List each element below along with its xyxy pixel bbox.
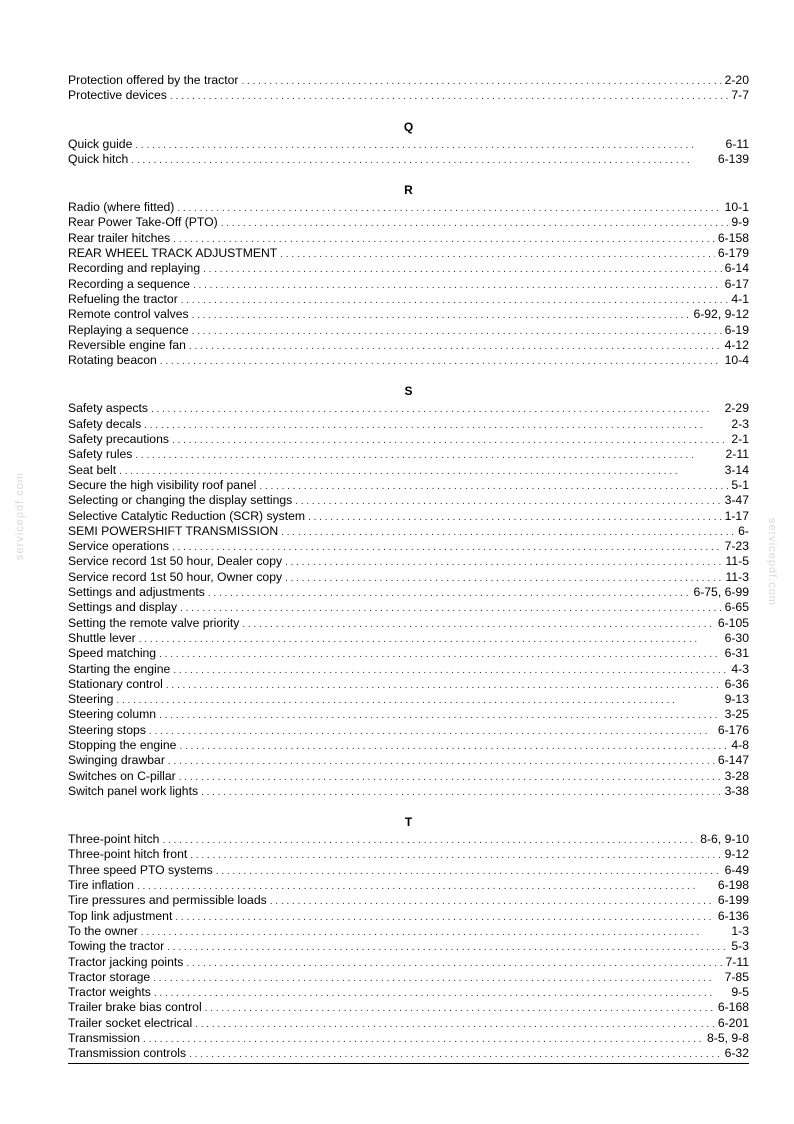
index-list xyxy=(68,73,749,1062)
dot-leader xyxy=(162,833,697,847)
index-entry xyxy=(68,924,749,939)
index-entry xyxy=(68,970,749,985)
entry-label: Remote control valves xyxy=(68,307,189,322)
dot-leader xyxy=(189,339,722,353)
entry-label: SEMI POWERSHIFT TRANSMISSION xyxy=(68,523,279,538)
dot-leader xyxy=(167,940,728,954)
watermark-left: servicepdf.com xyxy=(14,472,26,560)
entry-page-number: 2-3 xyxy=(731,416,749,431)
entry-page-number: 6-14 xyxy=(724,261,749,276)
index-entry xyxy=(68,292,749,307)
dot-leader xyxy=(270,894,715,908)
entry-label: Reversible engine fan xyxy=(68,337,186,352)
entry-label: Safety rules xyxy=(68,447,133,462)
index-entry xyxy=(68,1016,749,1031)
entry-label: Tractor weights xyxy=(68,985,151,1000)
entry-label: Tractor jacking points xyxy=(68,954,184,969)
dot-leader xyxy=(119,464,721,478)
entry-label: Tire inflation xyxy=(68,878,134,893)
dot-leader xyxy=(181,293,729,307)
entry-label: Rotating beacon xyxy=(68,353,157,368)
section-letter-heading: T xyxy=(404,815,413,830)
section-letter-heading: S xyxy=(404,384,413,399)
dot-leader xyxy=(139,632,722,646)
footer-divider xyxy=(68,1063,749,1064)
index-entry xyxy=(68,784,749,799)
index-entry xyxy=(68,585,749,600)
entry-page-number: 6-75, 6-99 xyxy=(693,585,749,600)
index-entry xyxy=(68,1000,749,1015)
entry-page-number: 6-199 xyxy=(717,893,749,908)
index-entry xyxy=(68,707,749,722)
index-entry xyxy=(68,432,749,447)
entry-page-number: 9-13 xyxy=(724,692,749,707)
entry-page-number: 7-23 xyxy=(724,539,749,554)
entry-page-number: 3-38 xyxy=(724,783,749,798)
dot-leader xyxy=(203,262,721,276)
section-letter-heading: Q xyxy=(403,119,414,134)
dot-leader xyxy=(189,1047,722,1061)
index-entry xyxy=(68,1031,749,1046)
entry-page-number: 6-19 xyxy=(724,322,749,337)
entry-page-number: 9-5 xyxy=(731,985,749,1000)
dot-leader xyxy=(159,708,722,722)
entry-page-number: 2-29 xyxy=(724,401,749,416)
entry-page-number: 1-3 xyxy=(731,923,749,938)
dot-leader xyxy=(216,864,722,878)
entry-label: Three-point hitch front xyxy=(68,847,188,862)
entry-label: Protective devices xyxy=(68,88,167,103)
entry-label: Secure the high visibility roof panel xyxy=(68,477,257,492)
entry-label: Transmission controls xyxy=(68,1046,187,1061)
entry-label: Towing the tractor xyxy=(68,939,165,954)
index-entry xyxy=(68,261,749,276)
entry-page-number: 6-198 xyxy=(717,878,749,893)
entry-page-number: 6-158 xyxy=(717,230,749,245)
entry-page-number: 6-31 xyxy=(724,646,749,661)
index-entry xyxy=(68,723,749,738)
dot-leader xyxy=(221,216,729,230)
entry-label: Settings and display xyxy=(68,600,178,615)
entry-page-number: 5-1 xyxy=(731,477,749,492)
dot-leader xyxy=(179,739,728,753)
index-entry xyxy=(68,215,749,230)
dot-leader xyxy=(137,879,715,893)
index-entry xyxy=(68,246,749,261)
entry-page-number: 6-105 xyxy=(717,615,749,630)
index-entry xyxy=(68,677,749,692)
dot-leader xyxy=(170,89,728,103)
watermark-right: servicepdf.com xyxy=(766,518,778,606)
index-entry xyxy=(68,939,749,954)
index-entry xyxy=(68,832,749,847)
entry-label: Seat belt xyxy=(68,462,117,477)
dot-leader xyxy=(131,153,715,167)
index-entry xyxy=(68,73,749,88)
index-entry xyxy=(68,307,749,322)
index-entry xyxy=(68,323,749,338)
dot-leader xyxy=(179,770,722,784)
entry-page-number: 4-3 xyxy=(731,661,749,676)
dot-leader xyxy=(153,971,721,985)
index-entry xyxy=(68,955,749,970)
entry-label: Safety decals xyxy=(68,416,142,431)
entry-page-number: 6-139 xyxy=(717,151,749,166)
entry-label: Trailer socket electrical xyxy=(68,1015,193,1030)
index-entry xyxy=(68,631,749,646)
index-entry xyxy=(68,463,749,478)
entry-label: Three-point hitch xyxy=(68,832,160,847)
entry-page-number: 2-20 xyxy=(724,73,749,87)
index-entry xyxy=(68,417,749,432)
dot-leader xyxy=(295,494,721,508)
dot-leader xyxy=(151,402,722,416)
entry-page-number: 2-1 xyxy=(731,432,749,447)
entry-page-number: 11-3 xyxy=(725,569,749,584)
entry-label: Safety aspects xyxy=(68,401,148,416)
entry-label: Settings and adjustments xyxy=(68,585,205,600)
entry-label: Three speed PTO systems xyxy=(68,862,213,877)
index-entry xyxy=(68,570,749,585)
index-entry xyxy=(68,447,749,462)
entry-page-number: 10-4 xyxy=(724,353,749,368)
dot-leader xyxy=(205,1001,715,1015)
dot-leader xyxy=(259,479,728,493)
index-entry xyxy=(68,1046,749,1061)
entry-label: Steering column xyxy=(68,707,157,722)
index-entry xyxy=(68,478,749,493)
entry-label: Tire pressures and permissible loads xyxy=(68,893,267,908)
dot-leader xyxy=(172,433,728,447)
entry-page-number: 6-92, 9-12 xyxy=(693,307,749,322)
index-entry xyxy=(68,769,749,784)
dot-leader xyxy=(135,138,722,152)
entry-page-number: 6-32 xyxy=(724,1046,749,1061)
entry-label: Shuttle lever xyxy=(68,630,136,645)
dot-leader xyxy=(180,601,722,615)
entry-page-number: 6-65 xyxy=(724,600,749,615)
entry-label: Service record 1st 50 hour, Dealer copy xyxy=(68,554,283,569)
dot-leader xyxy=(242,617,714,631)
entry-label: Recording and replaying xyxy=(68,261,201,276)
entry-page-number: 6-49 xyxy=(724,862,749,877)
index-entry xyxy=(68,493,749,508)
entry-page-number: 6-201 xyxy=(717,1015,749,1030)
entry-label: Selective Catalytic Reduction (SCR) system xyxy=(68,508,306,523)
entry-page-number: 7-85 xyxy=(724,969,749,984)
entry-label: Safety precautions xyxy=(68,432,169,447)
entry-label: Trailer brake bias control xyxy=(68,1000,202,1015)
dot-leader xyxy=(190,848,721,862)
entry-label: To the owner xyxy=(68,923,138,938)
entry-page-number: 6-176 xyxy=(717,722,749,737)
dot-leader xyxy=(193,278,722,292)
dot-leader xyxy=(192,324,722,338)
dot-leader xyxy=(308,510,722,524)
entry-label: Service operations xyxy=(68,539,169,554)
entry-label: Switches on C-pillar xyxy=(68,768,176,783)
dot-leader xyxy=(285,571,722,585)
entry-label: Quick guide xyxy=(68,136,133,151)
entry-page-number: 7-7 xyxy=(731,88,749,103)
entry-page-number: 6-147 xyxy=(717,753,749,768)
index-entry xyxy=(68,863,749,878)
entry-label: Swinging drawbar xyxy=(68,753,165,768)
entry-label: Transmission xyxy=(68,1031,141,1046)
dot-leader xyxy=(195,1017,715,1031)
index-entry xyxy=(68,878,749,893)
dot-leader xyxy=(160,354,722,368)
entry-label: Radio (where fitted) xyxy=(68,200,175,215)
entry-label: Recording a sequence xyxy=(68,276,190,291)
index-entry xyxy=(68,137,749,152)
entry-label: Quick hitch xyxy=(68,151,129,166)
index-entry xyxy=(68,909,749,924)
entry-page-number: 4-12 xyxy=(724,337,749,352)
dot-leader xyxy=(177,201,721,215)
index-entry xyxy=(68,200,749,215)
entry-label: Service record 1st 50 hour, Owner copy xyxy=(68,569,283,584)
dot-leader xyxy=(173,232,715,246)
dot-leader xyxy=(172,540,722,554)
dot-leader xyxy=(173,663,728,677)
entry-page-number: 1-17 xyxy=(724,508,749,523)
dot-leader xyxy=(116,693,721,707)
entry-label: Steering stops xyxy=(68,722,146,737)
index-entry xyxy=(68,616,749,631)
index-entry xyxy=(68,353,749,368)
dot-leader xyxy=(280,247,715,261)
index-entry xyxy=(68,539,749,554)
entry-page-number: 7-11 xyxy=(725,954,749,969)
section-letter-heading: R xyxy=(404,183,413,198)
entry-label: Setting the remote valve priority xyxy=(68,615,240,630)
entry-label: Tractor storage xyxy=(68,969,151,984)
entry-label: Selecting or changing the display settings xyxy=(68,493,293,508)
dot-leader xyxy=(166,678,722,692)
dot-leader xyxy=(143,1032,704,1046)
dot-leader xyxy=(281,525,735,539)
entry-label: Rear Power Take-Off (PTO) xyxy=(68,215,218,230)
dot-leader xyxy=(208,586,691,600)
entry-page-number: 6-179 xyxy=(717,246,749,261)
entry-label: Starting the engine xyxy=(68,661,171,676)
entry-page-number: 6-168 xyxy=(717,1000,749,1015)
entry-page-number: 3-14 xyxy=(724,462,749,477)
index-entry xyxy=(68,88,749,103)
entry-page-number: 6-136 xyxy=(717,908,749,923)
entry-label: Steering xyxy=(68,692,114,707)
dot-leader xyxy=(141,925,729,939)
dot-leader xyxy=(285,555,722,569)
index-entry xyxy=(68,738,749,753)
dot-leader xyxy=(159,647,722,661)
dot-leader xyxy=(154,986,729,1000)
index-entry xyxy=(68,524,749,539)
index-entry xyxy=(68,401,749,416)
entry-page-number: 6- xyxy=(738,523,749,538)
entry-page-number: 3-25 xyxy=(724,707,749,722)
entry-label: Switch panel work lights xyxy=(68,783,199,798)
index-entry xyxy=(68,893,749,908)
entry-page-number: 8-6, 9-10 xyxy=(700,832,749,847)
entry-page-number: 6-11 xyxy=(725,136,749,151)
index-entry xyxy=(68,338,749,353)
dot-leader xyxy=(242,74,722,88)
entry-page-number: 11-5 xyxy=(725,554,749,569)
dot-leader xyxy=(168,754,715,768)
entry-label: REAR WHEEL TRACK ADJUSTMENT xyxy=(68,246,278,261)
entry-page-number: 5-3 xyxy=(731,939,749,954)
index-entry xyxy=(68,847,749,862)
dot-leader xyxy=(192,308,691,322)
entry-label: Speed matching xyxy=(68,646,157,661)
dot-leader xyxy=(135,448,722,462)
entry-label: Rear trailer hitches xyxy=(68,230,171,245)
dot-leader xyxy=(149,724,715,738)
entry-label: Stopping the engine xyxy=(68,737,177,752)
entry-page-number: 3-28 xyxy=(724,768,749,783)
entry-page-number: 9-9 xyxy=(731,215,749,230)
index-entry xyxy=(68,231,749,246)
entry-label: Top link adjustment xyxy=(68,908,173,923)
entry-page-number: 6-36 xyxy=(724,676,749,691)
entry-page-number: 9-12 xyxy=(724,847,749,862)
index-entry xyxy=(68,600,749,615)
entry-page-number: 6-30 xyxy=(724,630,749,645)
index-entry xyxy=(68,662,749,677)
index-entry xyxy=(68,554,749,569)
index-entry xyxy=(68,277,749,292)
index-entry xyxy=(68,646,749,661)
entry-label: Stationary control xyxy=(68,676,163,691)
entry-page-number: 6-17 xyxy=(724,276,749,291)
dot-leader xyxy=(144,418,728,432)
entry-label: Replaying a sequence xyxy=(68,322,189,337)
index-entry xyxy=(68,692,749,707)
entry-page-number: 8-5, 9-8 xyxy=(706,1031,749,1046)
entry-label: Protection offered by the tractor xyxy=(68,73,239,87)
dot-leader xyxy=(175,910,715,924)
entry-page-number: 4-1 xyxy=(731,291,749,306)
entry-label: Refueling the tractor xyxy=(68,291,178,306)
index-entry xyxy=(68,985,749,1000)
index-entry xyxy=(68,509,749,524)
index-entry xyxy=(68,152,749,167)
entry-page-number: 10-1 xyxy=(724,200,749,215)
dot-leader xyxy=(186,956,722,970)
dot-leader xyxy=(201,785,722,799)
entry-page-number: 3-47 xyxy=(724,493,749,508)
entry-page-number: 2-11 xyxy=(725,447,749,462)
index-entry xyxy=(68,753,749,768)
entry-page-number: 4-8 xyxy=(731,737,749,752)
